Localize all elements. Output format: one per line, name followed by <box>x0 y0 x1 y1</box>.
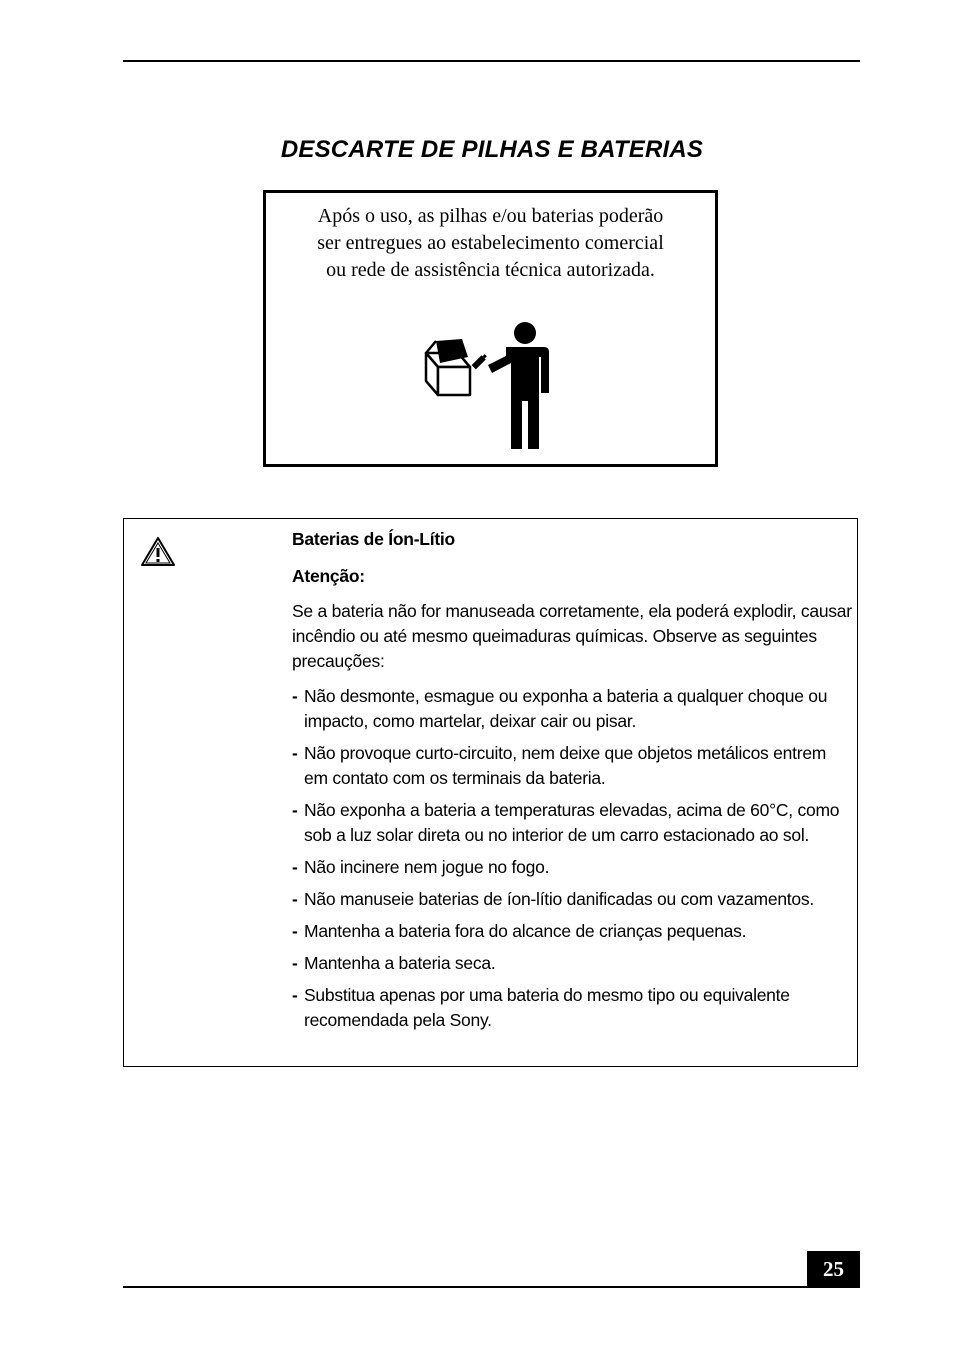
list-item <box>292 798 852 848</box>
disposal-notice-box <box>263 190 718 467</box>
precautions-list <box>292 684 852 1033</box>
list-item <box>292 919 852 944</box>
list-item <box>292 983 852 1033</box>
bullet-dash: - <box>292 686 298 706</box>
bullet-dash: - <box>292 953 298 973</box>
bullet-dash: - <box>292 743 298 763</box>
list-item-text: Mantenha a bateria seca. <box>304 953 496 973</box>
list-item <box>292 741 852 791</box>
bottom-rule <box>123 1286 860 1288</box>
warning-intro: Se a bateria não for manuseada corretamente, ela poderá explodir, causar incêndio ou até mesmo queimaduras químicas. Observe as seguintes precauções: <box>292 601 852 671</box>
list-item-text: Não provoque curto-circuito, nem deixe que objetos metálicos entrem em contato com os terminais da bateria. <box>304 743 827 788</box>
list-item-text: Não incinere nem jogue no fogo. <box>304 857 550 877</box>
bullet-dash: - <box>292 800 298 820</box>
section-title: DESCARTE DE PILHAS E BATERIAS <box>280 136 704 163</box>
bullet-dash: - <box>292 985 298 1005</box>
disposal-line-2: ser entregues ao estabelecimento comercial <box>317 232 664 254</box>
list-item <box>292 684 852 734</box>
bullet-dash: - <box>292 921 298 941</box>
warning-heading: Baterias de Íon-Lítio <box>292 529 455 549</box>
battery-disposal-pictogram-icon <box>418 319 558 449</box>
list-item-text: Substitua apenas por uma bateria do mesmo tipo ou equivalente recomendada pela Sony. <box>304 985 790 1030</box>
list-item <box>292 887 852 912</box>
list-item-text: Mantenha a bateria fora do alcance de crianças pequenas. <box>304 921 747 941</box>
attention-label: Atenção: <box>292 566 365 586</box>
warning-triangle-icon <box>140 535 176 567</box>
list-item <box>292 951 852 976</box>
list-item-text: Não manuseie baterias de íon-lítio danificadas ou com vazamentos. <box>304 889 815 909</box>
disposal-line-3: ou rede de assistência técnica autorizada. <box>326 259 655 281</box>
warning-content <box>292 527 852 1040</box>
top-rule <box>123 60 860 62</box>
list-item <box>292 855 852 880</box>
page-number: 25 <box>807 1251 860 1287</box>
list-item-text: Não desmonte, esmague ou exponha a bateria a qualquer choque ou impacto, como martelar, deixar cair ou pisar. <box>304 686 828 731</box>
disposal-line-1: Após o uso, as pilhas e/ou baterias poderão <box>317 205 664 227</box>
lithium-ion-warning-box <box>123 518 858 1067</box>
list-item-text: Não exponha a bateria a temperaturas elevadas, acima de 60°C, como sob a luz solar direta ou no interior de um carro estacionado ao sol. <box>304 800 840 845</box>
disposal-notice-text <box>266 203 715 284</box>
bullet-dash: - <box>292 857 298 877</box>
bullet-dash: - <box>292 889 298 909</box>
